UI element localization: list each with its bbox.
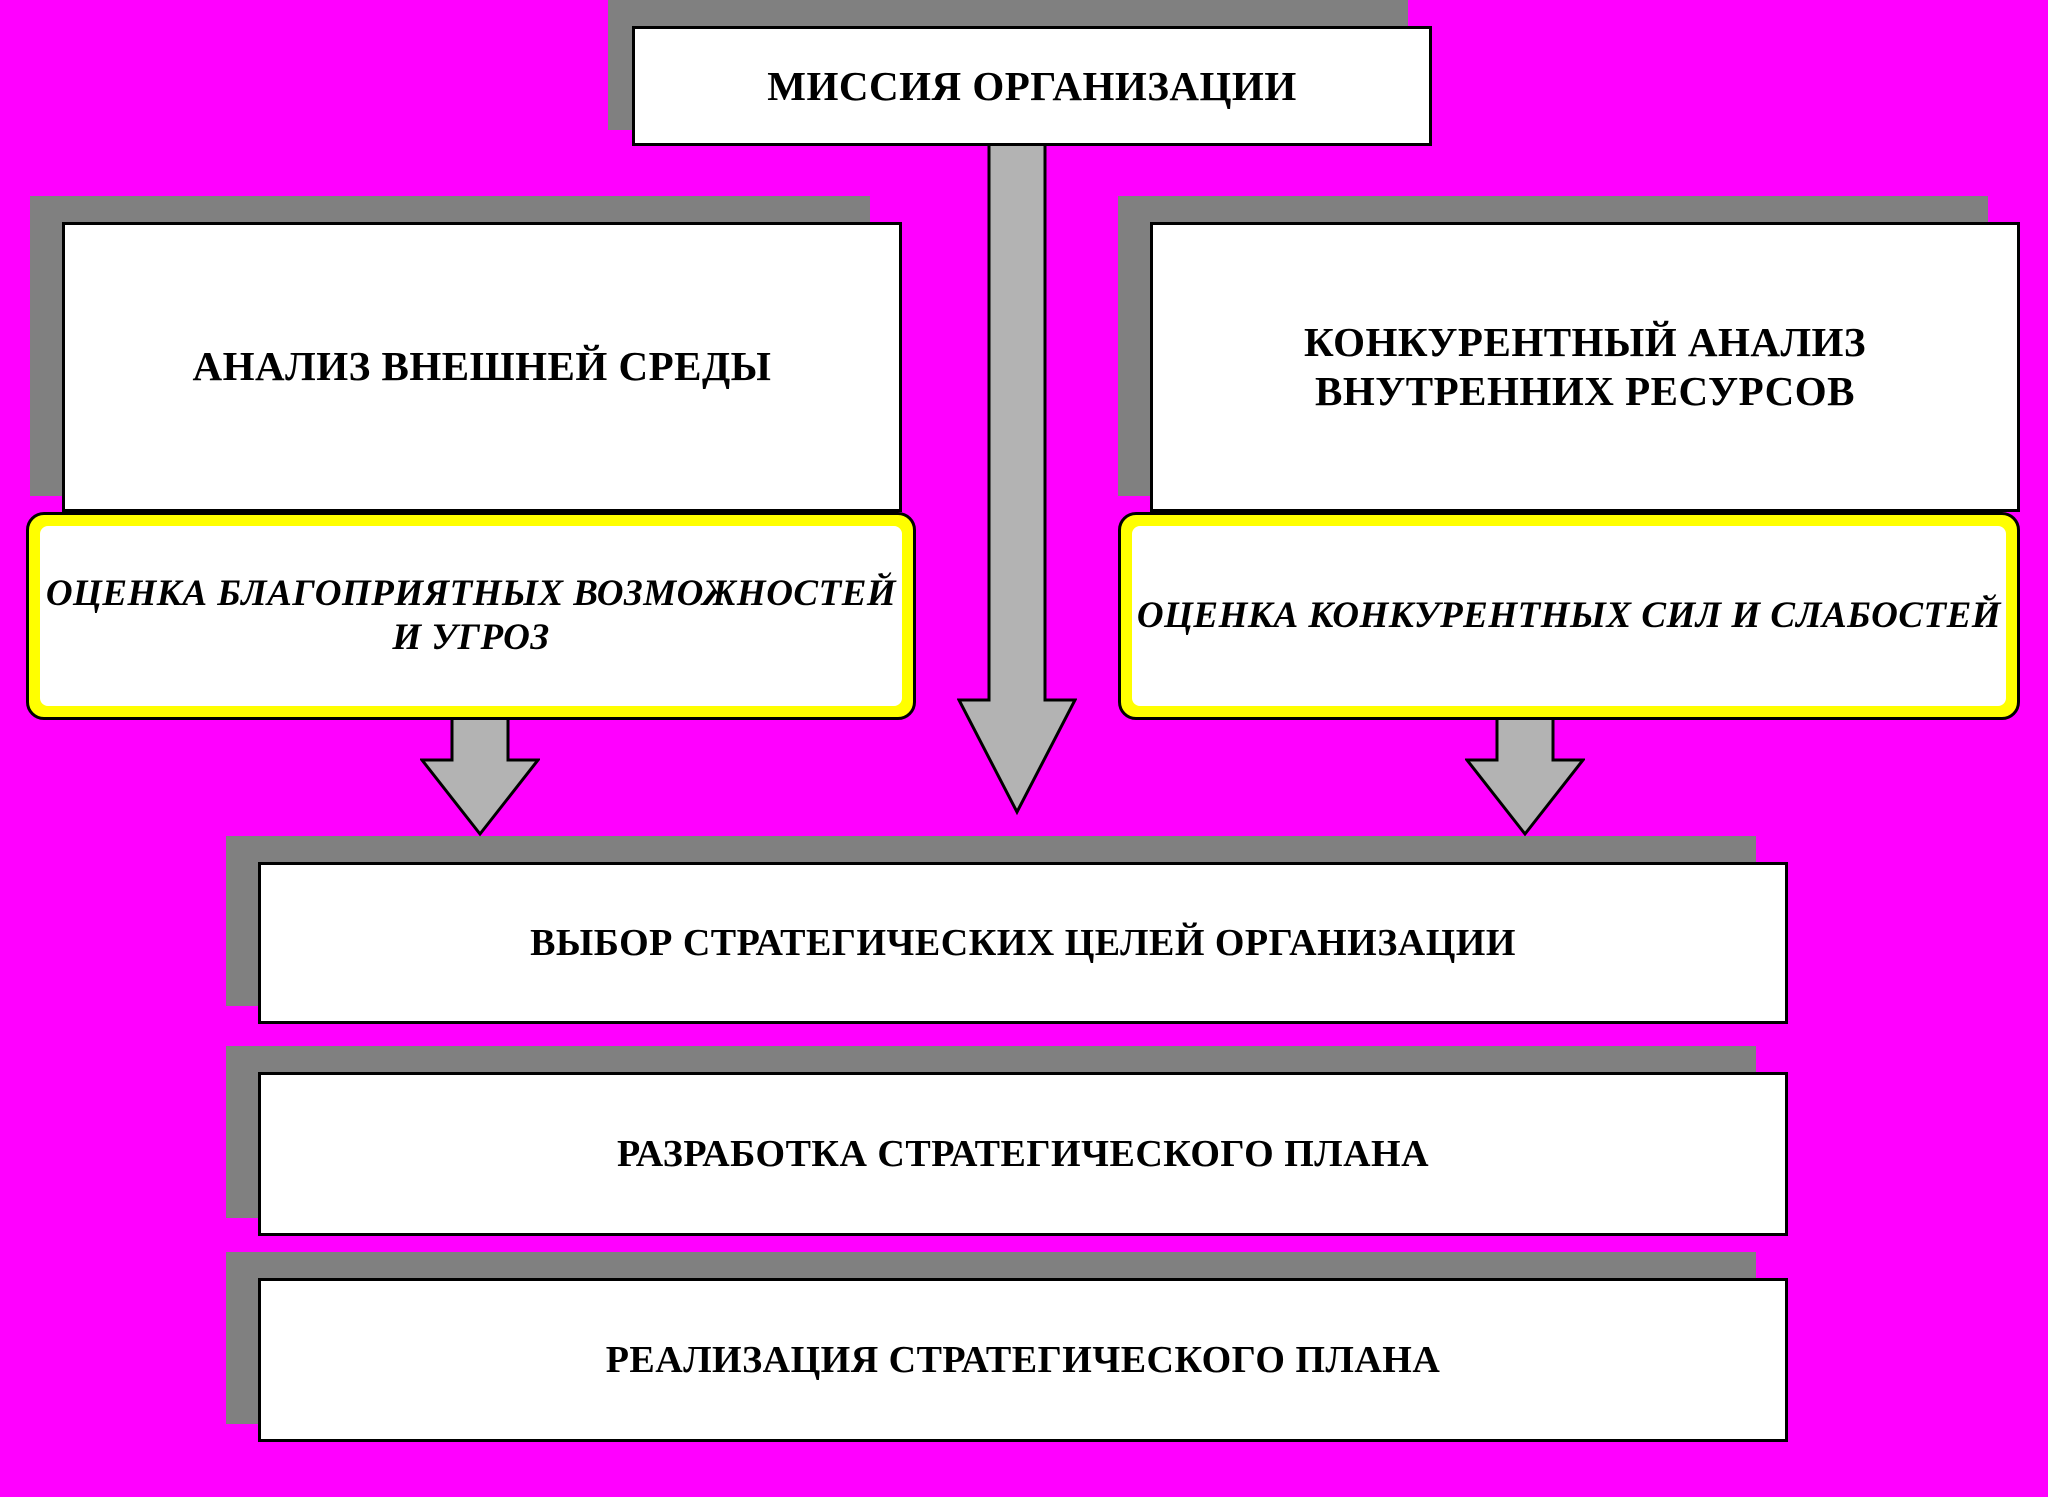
node-implement-plan[interactable] [258,1278,1788,1442]
node-strategic-goals-label: ВЫБОР СТРАТЕГИЧЕСКИХ ЦЕЛЕЙ ОРГАНИЗАЦИИ [530,922,1516,964]
arrow-opportunities-to-goals [420,712,540,842]
node-opportunities-threats-label: ОЦЕНКА БЛАГОПРИЯТНЫХ ВОЗМОЖНОСТЕЙ И УГРОЗ [45,573,897,658]
node-strategic-goals[interactable] [258,862,1788,1024]
node-strengths-weaknesses[interactable] [1118,512,2020,720]
node-develop-plan[interactable] [258,1072,1788,1236]
node-strengths-weaknesses-label: ОЦЕНКА КОНКУРЕНТНЫХ СИЛ И СЛАБОСТЕЙ [1136,595,2002,637]
node-implement-plan-label: РЕАЛИЗАЦИЯ СТРАТЕГИЧЕСКОГО ПЛАНА [605,1339,1441,1381]
node-opportunities-threats-inner [40,526,902,706]
arrow-strengths-to-goals [1465,712,1585,842]
node-internal-analysis[interactable] [1150,222,2020,512]
node-mission[interactable] [632,26,1432,146]
node-develop-plan-label: РАЗРАБОТКА СТРАТЕГИЧЕСКОГО ПЛАНА [616,1133,1430,1175]
node-internal-analysis-label: КОНКУРЕНТНЫЙ АНАЛИЗ ВНУТРЕННИХ РЕСУРСОВ [1303,318,1867,414]
node-external-analysis[interactable] [62,222,902,512]
node-mission-label: МИССИЯ ОРГАНИЗАЦИИ [767,63,1297,109]
node-strengths-weaknesses-inner [1132,526,2006,706]
node-opportunities-threats[interactable] [26,512,916,720]
arrow-mission-to-goals [957,140,1077,820]
node-external-analysis-label: АНАЛИЗ ВНЕШНЕЙ СРЕДЫ [192,343,772,390]
